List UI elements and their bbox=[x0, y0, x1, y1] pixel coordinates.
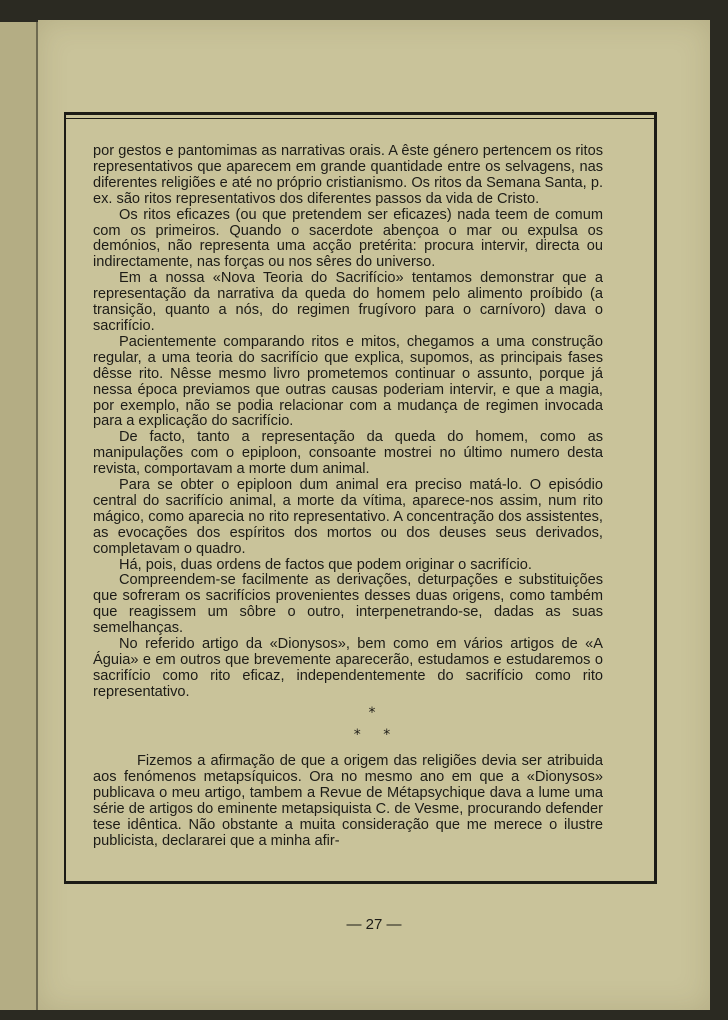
page-number: — 27 — bbox=[346, 916, 402, 933]
paragraph-1: por gestos e pantomimas as narrativas orais. A êste género pertencem os ritos representativos que aparecem em grande quantidade entre os selvagens, nas diferentes religiões e até no próprio cristianismo. Os ritos da Semana Santa, p. ex. são ritos representativos dos diferentes passos da vida de Cristo. bbox=[93, 143, 603, 207]
adjacent-page-edge bbox=[0, 22, 38, 1010]
paragraph-6: Para se obter o epiploon dum animal era preciso matá-lo. O episódio central do sacrifício animal, a morte da vítima, aparece-nos assim, num rito mágico, como aparecia no rito representativo. A concentração dos assistentes, as evocações dos espíritos dos mortos ou dos deuses seus derivados, completavam o quadro. bbox=[93, 477, 603, 557]
closing-text-block bbox=[93, 754, 603, 849]
paragraph-4: Pacientemente comparando ritos e mitos, chegamos a uma construção regular, a uma teoria do sacrifício que explica, supomos, as principais fases dêsse rito. Nêsse mesmo livro prometemos continuar o assunto, porque já nessa época previamos que outras causas poderiam intervir, e que a magia, por exemplo, não se podia relacionar com a mudança de regimen invocada para a explicação do sacrifício. bbox=[93, 333, 603, 430]
book-page bbox=[38, 20, 710, 1010]
paragraph-5: De facto, tanto a representação da queda do homem, como as manipulações com o epiploon, consoante mostrei no último numero desta revista, comportavam a morte dum animal. bbox=[93, 429, 603, 478]
closing-paragraph: Fizemos a afirmação de que a origem das religiões devia ser atribuida aos fenómenos metapsíquicos. Ora no mesmo ano em que a «Dionysos» publicava o meu artigo, tambem a Revue de Métapsychique dava a lume uma série de artigos do eminente metapsiquista C. de Vesme, procurando defender tese idêntica. Não obstante a muita consideração que me merece o ilustre publicista, declararei que a minha afir- bbox=[93, 753, 603, 849]
paragraph-7: Há, pois, duas ordens de factos que podem originar o sacrifício. bbox=[119, 556, 532, 573]
paragraph-9: No referido artigo da «Dionysos», bem como em vários artigos de «A Águia» e em outros que brevemente aparecerão, estudamos e estudaremos o sacrifício como rito eficaz, independentemente do sacrifício como rito representativo. bbox=[93, 636, 603, 700]
main-text-block bbox=[93, 144, 603, 701]
section-separator-top: * bbox=[368, 705, 376, 721]
paragraph-3: Em a nossa «Nova Teoria do Sacrifício» tentamos demonstrar que a representação da narrativa da queda do homem pelo alimento proíbido (a transição, quanto a nós, do regimen frugívoro para o carnívoro) dava o sacrifício. bbox=[93, 270, 603, 334]
section-separator-bottom: * * bbox=[353, 727, 391, 743]
paragraph-2: Os ritos eficazes (ou que pretendem ser eficazes) nada teem de comum com os primeiros. Quando o sacerdote abençoa o mar ou expulsa os demónios, não representa uma acção pretérita: procura intervir, directa ou indirectamente, nas forças ou nos sêres do universo. bbox=[93, 206, 603, 271]
paragraph-8: Compreendem-se facilmente as derivações, deturpações e substituições que sofreram os sacrifícios provenientes desses duas origens, como também que reagissem um sôbre o outro, interpenetrando-se, dadas as suas semelhanças. bbox=[93, 572, 603, 637]
